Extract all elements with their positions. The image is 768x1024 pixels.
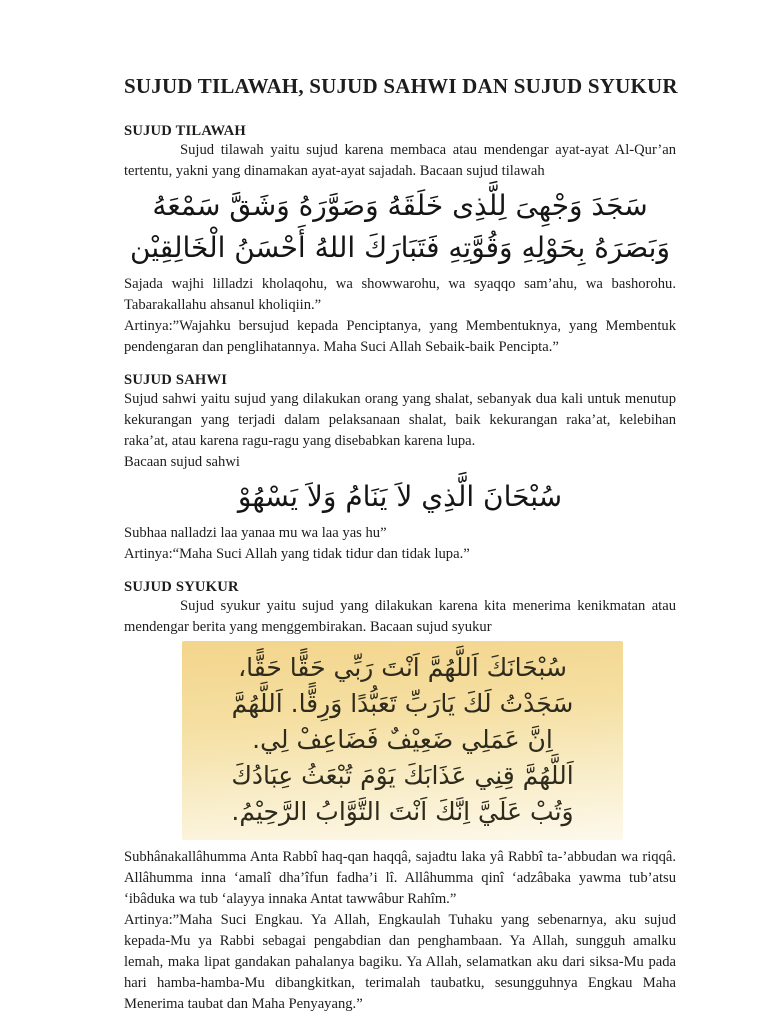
arabic-line: وَتُبْ عَلَيَّ اِنَّكَ اَنْتَ التَّوَّابُ الرَّحِيْمُ. — [231, 797, 574, 826]
sahwi-heading: SUJUD SAHWI — [124, 372, 228, 388]
page-title: SUJUD TILAWAH, SUJUD SAHWI DAN SUJUD SYUKUR — [124, 74, 678, 98]
tilawah-heading: SUJUD TILAWAH — [124, 123, 246, 139]
sahwi-intro-line2: Bacaan sujud sahwi — [124, 454, 240, 470]
sahwi-transliteration: Subhaa nalladzi laa yanaa mu wa laa yas hu” — [124, 525, 387, 541]
syukur-heading: SUJUD SYUKUR — [124, 579, 239, 595]
section-sujud-tilawah — [124, 123, 676, 358]
arabic-line: سَجَدَ وَجْهِىَ لِلَّذِى خَلَقَهُ وَصَوَّرَهُ وَشَقَّ سَمْعَهُ — [152, 189, 648, 222]
sahwi-translation: Artinya:“Maha Suci Allah yang tidak tidur dan tidak lupa.” — [124, 546, 470, 562]
section-sujud-syukur — [124, 579, 676, 1015]
section-spacer — [124, 565, 676, 579]
syukur-arabic-highlight-box — [182, 641, 623, 840]
arabic-line: سُبْحَانَ الَّذِي لاَ يَنَامُ وَلاَ يَسْهُوْ — [237, 480, 563, 513]
section-sujud-sahwi — [124, 372, 676, 565]
syukur-intro: Sujud syukur yaitu sujud yang dilakukan karena kita menerima kenikmatan atau mendengar berita yang menggembirakan. Bacaan sujud syukur — [124, 598, 676, 635]
arabic-line: اِنَّ عَمَلِي ضَعِيْفٌ فَضَاعِفْ لِي. — [252, 725, 553, 754]
tilawah-intro: Sujud tilawah yaitu sujud karena membaca atau mendengar ayat-ayat Al-Qur’an tertentu, yakni yang dinamakan ayat-ayat sajadah. Bacaan sujud tilawah — [124, 142, 676, 179]
arabic-line: سُبْحَانَكَ اَللَّهُمَّ اَنْتَ رَبِّي حَقًّا حَقًّا، — [238, 653, 567, 682]
arabic-line: سَجَدْتُ لَكَ يَارَبِّ تَعَبُّدًا وَرِقًّا. اَللَّهُمَّ — [231, 689, 574, 718]
document-content — [124, 74, 676, 1015]
syukur-transliteration: Subhânakallâhumma Anta Rabbî haq-qan haqqâ, sajadtu laka yâ Rabbî ta-’abbudan wa riqqâ. Allâhumma inna ‘amalî dha’îfun fadha’i lî. Allâhumma qinî ‘adzâbaka yawma tub’atsu ‘ibâduka wa tub ‘alayya innaka Antat tawwâbur Rahîm.” — [124, 849, 676, 907]
tilawah-arabic-block — [124, 185, 676, 269]
tilawah-translation: Artinya:”Wajahku bersujud kepada Penciptanya, yang Membentuknya, yang Membentuk pendengaran dan penglihatannya. Maha Suci Allah Sebaik-baik Pencipta.” — [124, 318, 676, 355]
arabic-line: اَللَّهُمَّ قِنِي عَذَابَكَ يَوْمَ تُبْعَثُ عِبَادُكَ — [231, 761, 574, 790]
sahwi-intro: Sujud sahwi yaitu sujud yang dilakukan orang yang shalat, sebanyak dua kali untuk menutup kekurangan yang terjadi dalam pelaksanaan shalat, baik kekurangan raka’at, kelebihan raka’at, atau karena ragu-ragu yang disebabkan karena lupa. — [124, 391, 676, 449]
syukur-translation: Artinya:”Maha Suci Engkau. Ya Allah, Engkaulah Tuhaku yang sebenarnya, aku sujud kepada-Mu ya Rabbi sebagai pengabdian dan penghambaan. Ya Allah, sungguh amalku lemah, maka lipat gandakan pahalanya bagiku. Ya Allah, selamatkan aku dari siksa-Mu pada hari hamba-hamba-Mu dibangkitkan, terimalah taubatku, sesungguhnya Engkau Maha Menerima taubat dan Maha Penyayang.” — [124, 912, 676, 1012]
section-spacer — [124, 358, 676, 372]
tilawah-transliteration: Sajada wajhi lilladzi kholaqohu, wa showwarohu, wa syaqqo sam’ahu, wa bashorohu. Tabarakallahu ahsanul kholiqiin.” — [124, 276, 676, 313]
sahwi-arabic-block — [124, 476, 676, 518]
arabic-line: وَبَصَرَهُ بِحَوْلِهِ وَقُوَّتِهِ فَتَبَارَكَ اللهُ أَحْسَنُ الْخَالِقِيْن — [130, 231, 670, 264]
